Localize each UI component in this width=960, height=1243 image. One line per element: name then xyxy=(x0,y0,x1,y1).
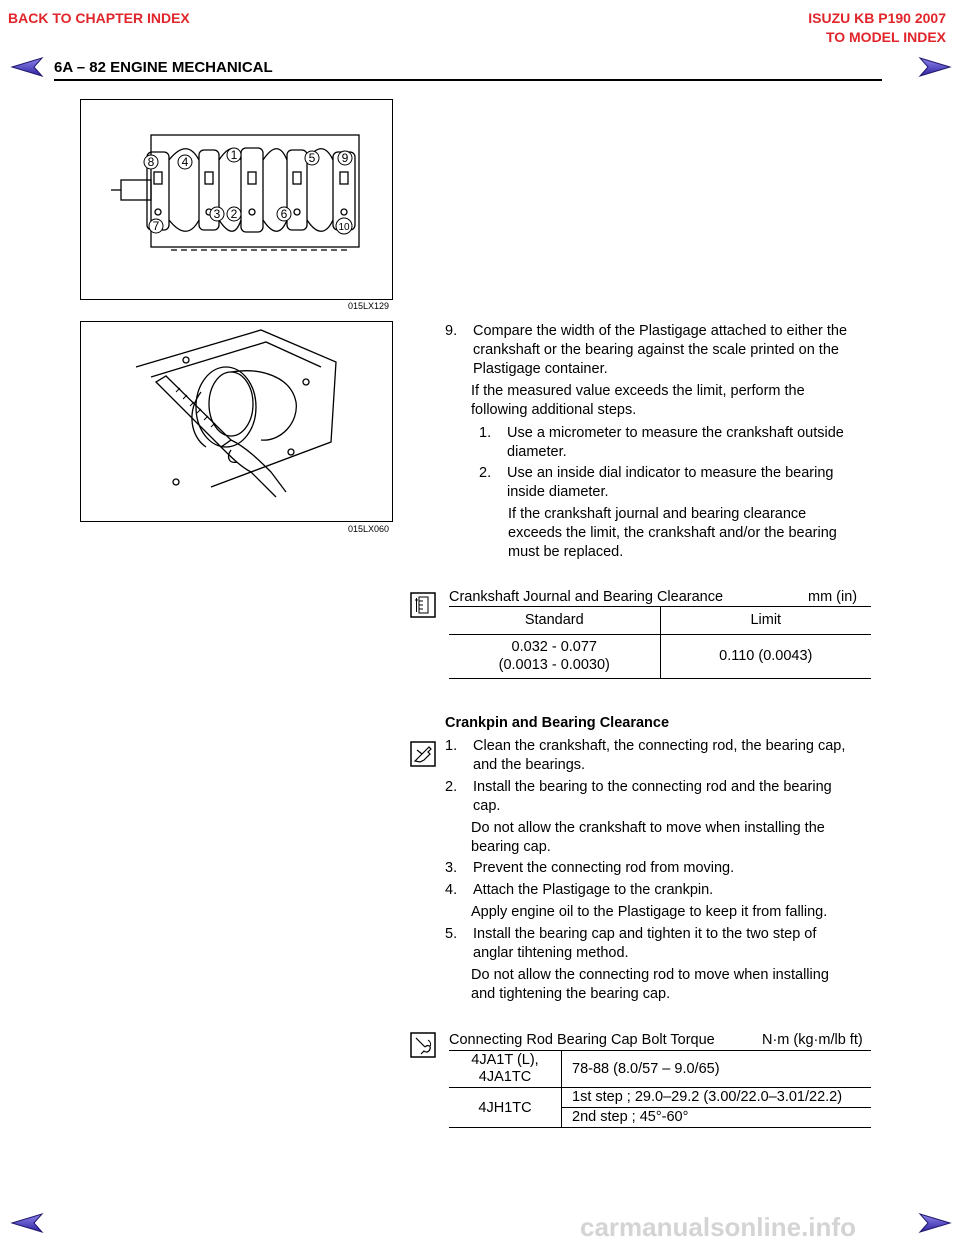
substep-2-line2: inside diameter. xyxy=(507,484,609,500)
footer-prev-page-arrow-icon[interactable] xyxy=(10,1212,44,1234)
table2-row2-step1: 1st step ; 29.0–29.2 (3.00/22.0–3.01/22.2) xyxy=(572,1089,843,1105)
bolt-label-10: 10 xyxy=(338,222,350,233)
crankpin-step-2-note-line2: bearing cap. xyxy=(471,839,551,855)
crankpin-step-3-line1: Prevent the connecting rod from moving. xyxy=(473,860,735,876)
table1-header-limit: Limit xyxy=(750,612,782,629)
bolt-label-1: 1 xyxy=(230,148,238,162)
table1-standard-mm: 0.032 - 0.077 xyxy=(511,639,597,655)
bearing-cap-diagram xyxy=(81,100,392,299)
table2-unit: N·m (kg·m/lb ft) xyxy=(762,1032,863,1048)
crankpin-step-5-number: 5. xyxy=(445,926,458,942)
step-9-text-line1: Compare the width of the Plastigage attached to either the xyxy=(473,323,848,339)
crankpin-step-2-line2: cap. xyxy=(473,798,501,814)
crankpin-heading: Crankpin and Bearing Clearance xyxy=(445,715,670,731)
crankpin-step-4-note: Apply engine oil to the Plastigage to keep it from falling. xyxy=(471,904,828,920)
crankpin-step-5-note-line2: and tightening the bearing cap. xyxy=(471,986,671,1002)
crankpin-step-2-number: 2. xyxy=(445,779,458,795)
step-9-text-line3: Plastigage container. xyxy=(473,361,608,377)
crankpin-step-1-line2: and the bearings. xyxy=(473,757,586,773)
bolt-label-3: 3 xyxy=(213,207,221,221)
table1-title: Crankshaft Journal and Bearing Clearance xyxy=(449,589,724,605)
table2-title: Connecting Rod Bearing Cap Bolt Torque xyxy=(449,1032,715,1048)
step-9-text-line2: crankshaft or the bearing against the scale printed on the xyxy=(473,342,839,358)
to-model-index-link[interactable]: TO MODEL INDEX xyxy=(825,29,946,45)
figure-bearing-cap-sequence xyxy=(80,99,393,300)
substep-note-line2: exceeds the limit, the crankshaft and/or the bearing xyxy=(508,525,837,541)
prev-page-arrow-icon[interactable] xyxy=(10,56,44,78)
bolt-label-7: 7 xyxy=(152,219,160,233)
table1-header-standard: Standard xyxy=(449,607,660,634)
step-9-number: 9. xyxy=(445,323,458,339)
back-to-chapter-index-link[interactable]: BACK TO CHAPTER INDEX xyxy=(8,10,190,26)
bolt-label-4: 4 xyxy=(181,155,189,169)
substep-2-line1: Use an inside dial indicator to measure the bearing xyxy=(507,465,834,481)
table1-standard-in: (0.0013 - 0.0030) xyxy=(498,657,610,673)
crankpin-step-4-line1: Attach the Plastigage to the crankpin. xyxy=(473,882,714,898)
substep-2-number: 2. xyxy=(479,465,492,481)
figure-plastigage-measurement xyxy=(80,321,393,522)
crankpin-step-2-line1: Install the bearing to the connecting rod and the bearing xyxy=(473,779,832,795)
step-9-note-line2: following additional steps. xyxy=(471,402,637,418)
procedure-hand-icon xyxy=(410,741,436,767)
table2-row1-value: 78-88 (8.0/57 – 9.0/65) xyxy=(572,1061,720,1077)
table2-row2-model: 4JH1TC xyxy=(449,1088,562,1128)
crankpin-step-3-number: 3. xyxy=(445,860,458,876)
step-9-note-line1: If the measured value exceeds the limit, perform the xyxy=(471,383,805,399)
crankpin-step-1-number: 1. xyxy=(445,738,458,754)
torque-wrench-icon xyxy=(410,1032,436,1058)
next-page-arrow-icon[interactable] xyxy=(918,56,952,78)
crankpin-step-5-line2: anglar tihtening method. xyxy=(473,945,629,961)
substep-note-line1: If the crankshaft journal and bearing clearance xyxy=(508,506,807,522)
substep-1-line2: diameter. xyxy=(507,444,567,460)
bolt-label-8: 8 xyxy=(147,155,155,169)
crankpin-step-4-number: 4. xyxy=(445,882,458,898)
table1-standard-value xyxy=(449,634,660,678)
table2-bolt-torque xyxy=(449,1051,871,1128)
footer-next-page-arrow-icon[interactable] xyxy=(918,1212,952,1234)
model-title: ISUZU KB P190 2007 xyxy=(808,10,946,26)
page-section-title: 6A – 82 ENGINE MECHANICAL xyxy=(54,59,273,76)
figure1-caption: 015LX129 xyxy=(348,301,390,311)
header-rule xyxy=(54,79,882,81)
bolt-label-5: 5 xyxy=(308,151,316,165)
figure2-caption: 015LX060 xyxy=(348,524,390,534)
crankpin-step-5-line1: Install the bearing cap and tighten it to the two step of xyxy=(473,926,817,942)
table1-unit: mm (in) xyxy=(808,589,858,605)
crankpin-step-2-note-line1: Do not allow the crankshaft to move when installing the xyxy=(471,820,825,836)
crankpin-step-5-note-line1: Do not allow the connecting rod to move when installing xyxy=(471,967,829,983)
bolt-label-9: 9 xyxy=(341,151,349,165)
watermark-text: carmanualsonline.info xyxy=(580,1212,856,1242)
table2-row1-model xyxy=(449,1051,562,1088)
specification-icon xyxy=(410,592,436,618)
substep-note-line3: must be replaced. xyxy=(508,544,624,560)
substep-1-number: 1. xyxy=(479,425,492,441)
table2-row2-step2: 2nd step ; 45°-60° xyxy=(572,1109,689,1125)
bolt-label-6: 6 xyxy=(280,207,288,221)
table1-crankshaft-journal-clearance xyxy=(449,607,871,679)
substep-1-line1: Use a micrometer to measure the crankshaft outside xyxy=(507,425,844,441)
bolt-label-2: 2 xyxy=(230,207,238,221)
table2-row1-model-l1: 4JA1T (L), xyxy=(471,1052,539,1068)
table2-row1-model-l2: 4JA1TC xyxy=(478,1069,532,1085)
plastigage-diagram xyxy=(81,322,392,521)
crankpin-step-1-line1: Clean the crankshaft, the connecting rod, the bearing cap, xyxy=(473,738,846,754)
table1-limit-value: 0.110 (0.0043) xyxy=(719,648,813,664)
